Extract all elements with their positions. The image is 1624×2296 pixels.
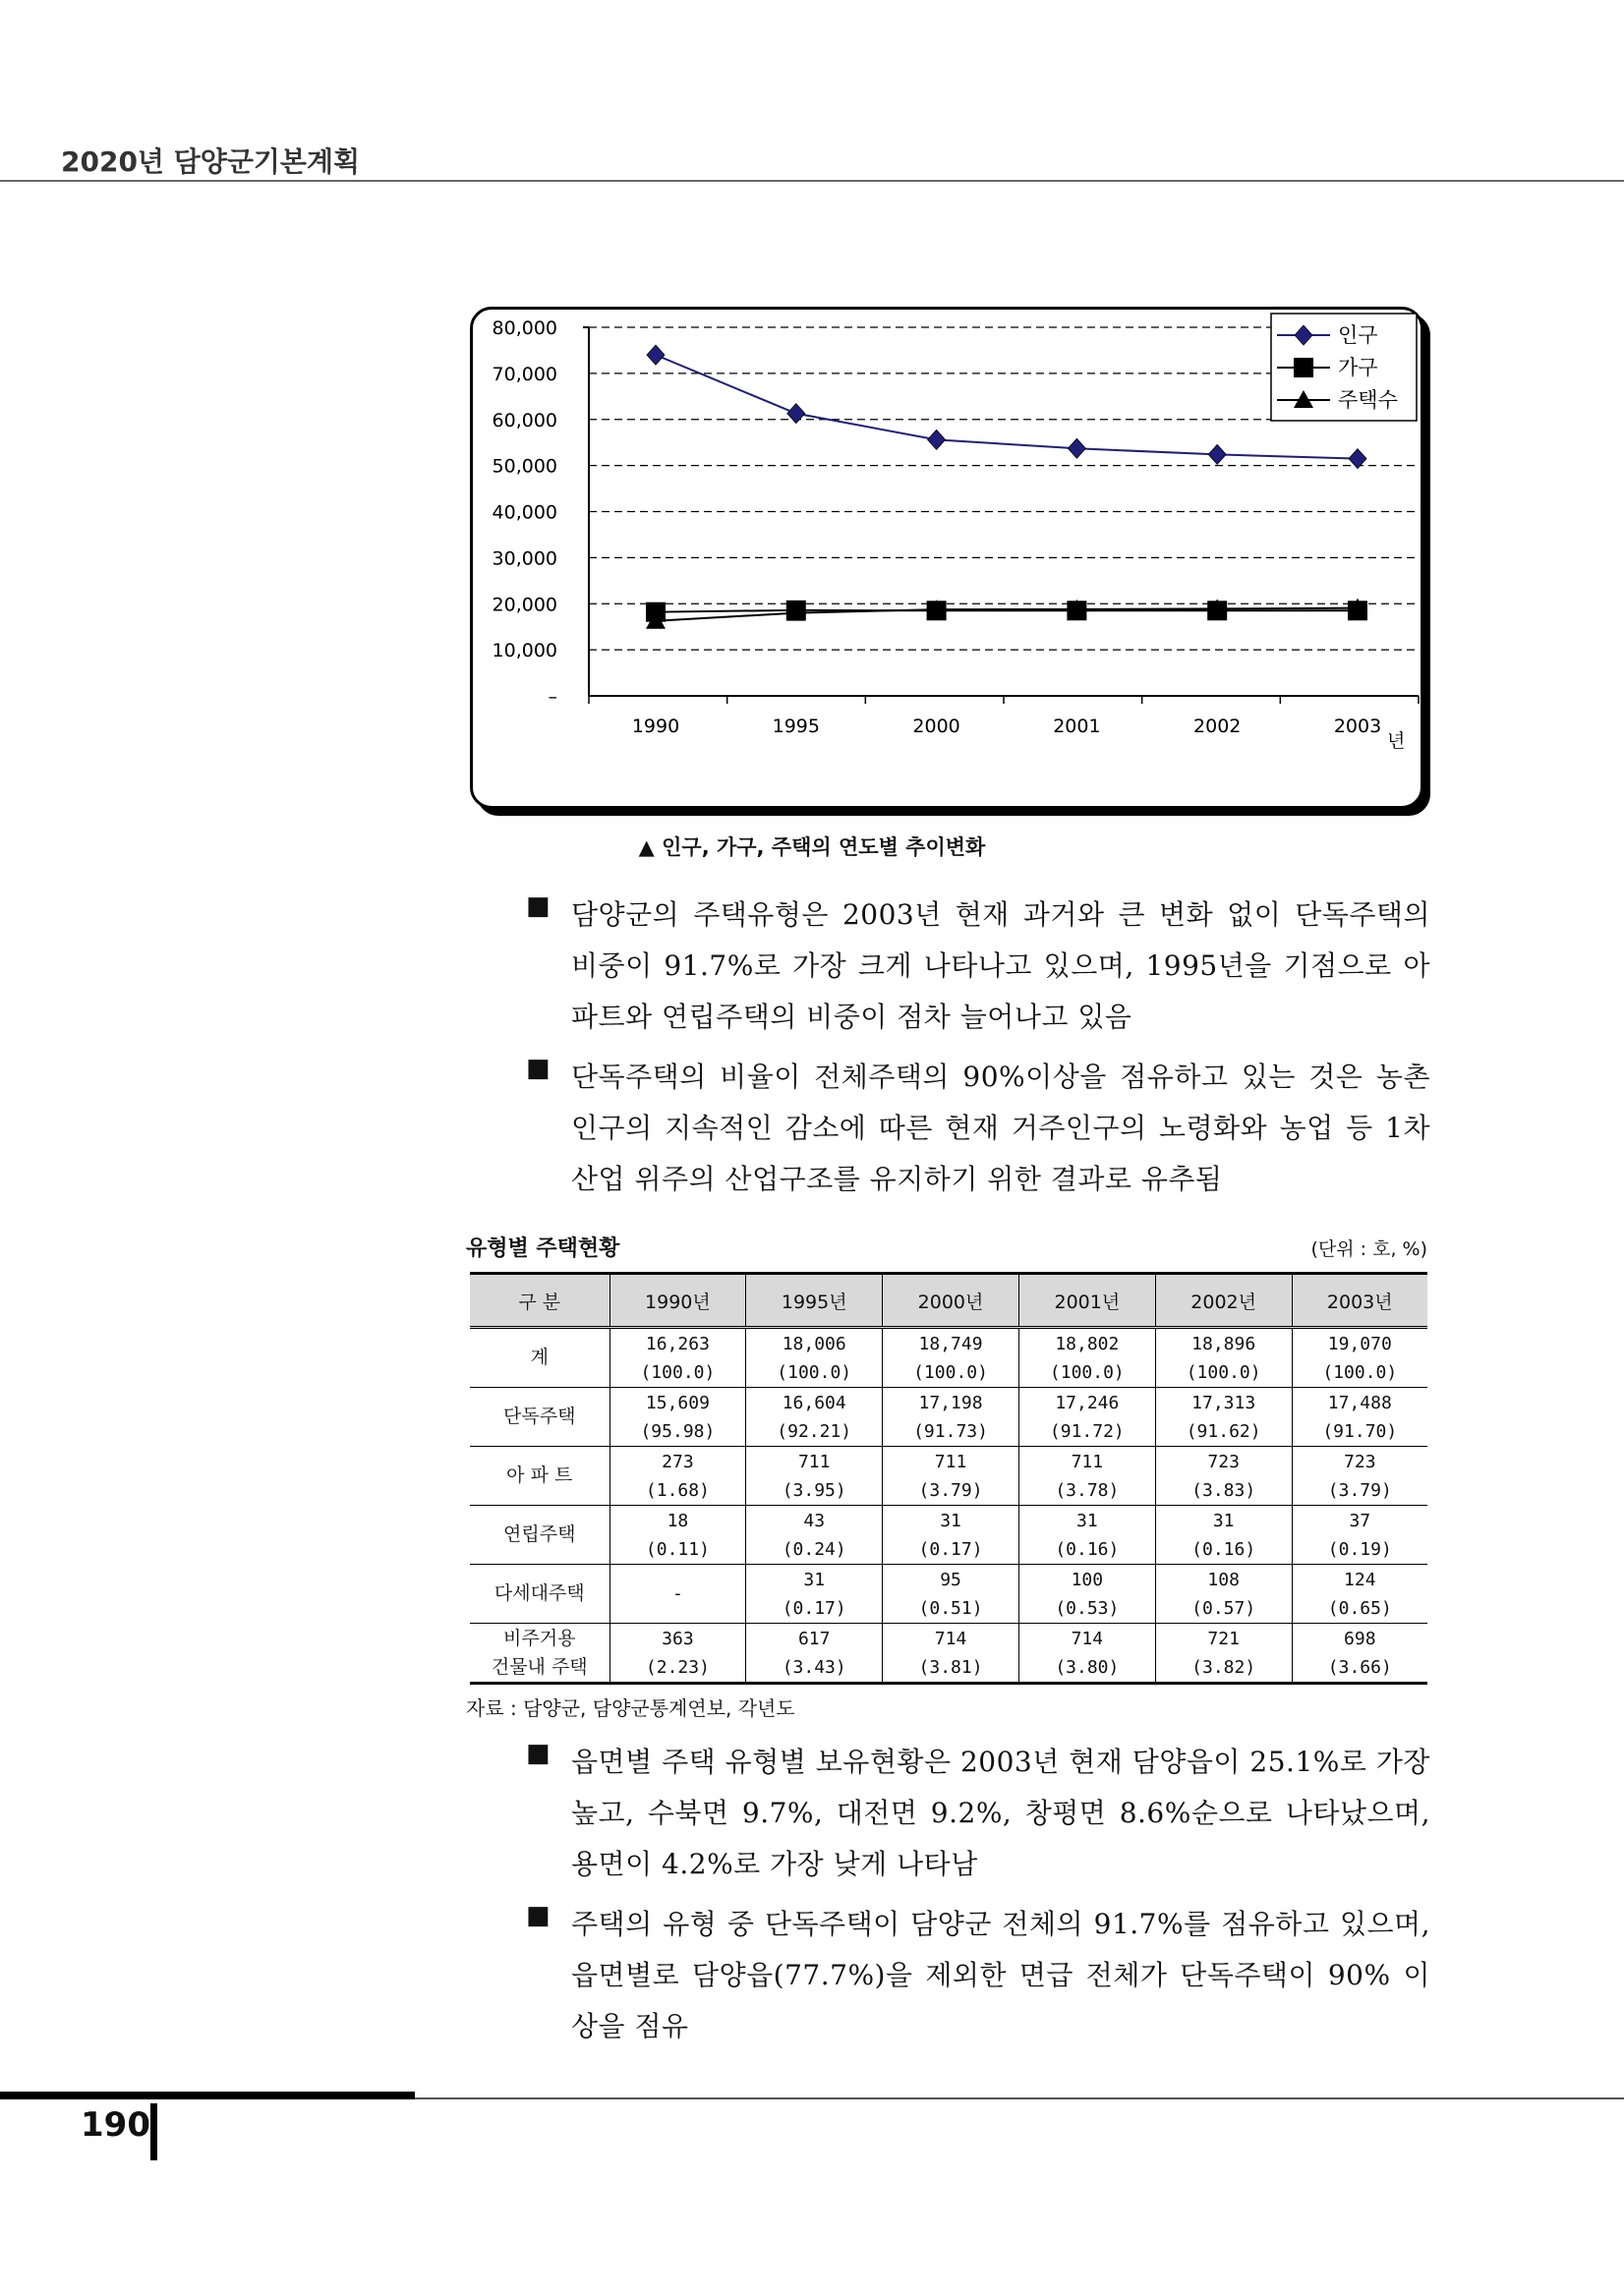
table-cell [609, 1506, 746, 1565]
cell-percent: (0.17) [918, 1538, 983, 1560]
cell-percent: (3.95) [782, 1479, 846, 1501]
table-cell [1018, 1565, 1155, 1624]
chart-frame [470, 307, 1423, 809]
paragraph-3 [526, 1737, 1430, 1890]
cell-count: 17,198 [918, 1392, 983, 1413]
cell-percent: (3.79) [918, 1479, 983, 1501]
table-cell [746, 1388, 883, 1447]
cell-count: 711 [934, 1451, 967, 1472]
y-tick-label: 30,000 [492, 547, 557, 570]
cell-percent: (100.0) [777, 1361, 852, 1383]
cell-count: 31 [1212, 1510, 1235, 1531]
table-cell [1155, 1447, 1292, 1506]
cell-percent: (3.79) [1327, 1479, 1392, 1501]
bullet-square-icon: ■ [526, 1054, 551, 1083]
cell-percent: (91.70) [1322, 1420, 1398, 1442]
data-point-square [646, 603, 666, 622]
cell-percent: (91.73) [913, 1420, 988, 1442]
x-axis-unit-label: 년 [1387, 730, 1406, 752]
cell-percent: (100.0) [913, 1361, 988, 1383]
table-header-row [470, 1274, 1427, 1328]
table-cell [1292, 1624, 1427, 1684]
table-title: 유형별 주택현황 [466, 1236, 620, 1261]
data-point-square [1067, 601, 1086, 620]
x-tick-label: 2003 [1333, 716, 1382, 737]
cell-percent: (3.81) [918, 1656, 983, 1678]
x-tick-label: 2000 [912, 716, 960, 737]
bullet-square-icon: ■ [526, 891, 551, 921]
x-tick-label: 2002 [1193, 716, 1242, 737]
row-label: 아 파 트 [470, 1447, 609, 1506]
table-row [470, 1328, 1427, 1388]
table-cell [1018, 1447, 1155, 1506]
table-cell [883, 1388, 1019, 1447]
cell-percent: (2.23) [645, 1656, 710, 1678]
y-tick-label: 70,000 [492, 363, 557, 385]
cell-percent: (92.21) [777, 1420, 852, 1442]
y-tick-label: 20,000 [492, 594, 557, 616]
table-cell [1292, 1506, 1427, 1565]
cell-percent: (0.53) [1055, 1597, 1120, 1619]
y-tick-label: 60,000 [492, 409, 557, 431]
table-cell [883, 1506, 1019, 1565]
paragraph-4 [526, 1899, 1430, 2052]
cell-percent: (0.16) [1055, 1538, 1120, 1560]
x-tick-label: 2001 [1053, 716, 1101, 737]
table-cell [1155, 1328, 1292, 1388]
cell-count: 31 [1076, 1510, 1098, 1531]
table-cell [883, 1565, 1019, 1624]
cell-count: 711 [797, 1451, 831, 1472]
data-point-diamond [1068, 438, 1085, 458]
table-cell [609, 1447, 746, 1506]
cell-percent: (100.0) [1322, 1361, 1398, 1383]
table-cell [746, 1506, 883, 1565]
table-cell [1018, 1388, 1155, 1447]
cell-count: 711 [1071, 1451, 1104, 1472]
table-row [470, 1506, 1427, 1565]
paragraph-text: 단독주택의 비율이 전체주택의 90%이상을 점유하고 있는 것은 농촌 인구의 지속적인 감소에 따른 현재 거주인구의 노령화와 농업 등 1차산업 위주의 산업구조를 유지하기 위한 결과로 유추됨 [571, 1061, 1430, 1195]
cell-count: 363 [662, 1628, 694, 1649]
table-cell [1018, 1624, 1155, 1684]
legend-marker-square [1294, 358, 1313, 377]
cell-count: 31 [940, 1510, 961, 1531]
data-point-square [1207, 601, 1227, 620]
table-cell [746, 1624, 883, 1684]
cell-count: - [671, 1583, 683, 1604]
paragraph-text: 담양군의 주택유형은 2003년 현재 과거와 큰 변화 없이 단독주택의 비중이 91.7%로 가장 크게 나타나고 있으며, 1995년을 기점으로 아파트와 연립주택의 비중이 점차 늘어나고 있음 [571, 898, 1430, 1033]
data-point-diamond [1349, 449, 1366, 469]
paragraph-1 [526, 890, 1430, 1043]
cell-percent: (3.80) [1055, 1656, 1120, 1678]
cell-percent: (0.19) [1327, 1538, 1392, 1560]
cell-percent: (95.98) [640, 1420, 716, 1442]
table-row [470, 1624, 1427, 1684]
table-cell [609, 1565, 746, 1624]
cell-count: 17,488 [1327, 1392, 1392, 1413]
cell-count: 698 [1344, 1628, 1376, 1649]
cell-count: 723 [1207, 1451, 1240, 1472]
row-label: 다세대주택 [470, 1565, 609, 1624]
table-cell [1155, 1624, 1292, 1684]
column-header: 2000년 [883, 1274, 1019, 1328]
page-number: 190 [81, 2105, 150, 2145]
cell-percent: (100.0) [1049, 1361, 1125, 1383]
table-cell [1018, 1506, 1155, 1565]
cell-count: 18,896 [1191, 1333, 1256, 1354]
table-cell [1155, 1506, 1292, 1565]
table-cell [1155, 1565, 1292, 1624]
cell-percent: (91.62) [1186, 1420, 1261, 1442]
table-cell [1292, 1388, 1427, 1447]
cell-percent: (100.0) [640, 1361, 716, 1383]
column-header: 1990년 [609, 1274, 746, 1328]
cell-percent: (100.0) [1186, 1361, 1261, 1383]
cell-count: 37 [1349, 1510, 1371, 1531]
series-line-0 [656, 355, 1358, 458]
row-label: 계 [470, 1328, 609, 1388]
table-cell [609, 1624, 746, 1684]
bullet-square-icon: ■ [526, 1901, 551, 1930]
row-label: 비주거용 건물내 주택 [470, 1624, 609, 1684]
column-header: 2002년 [1155, 1274, 1292, 1328]
y-tick-label: 40,000 [492, 501, 557, 524]
y-tick-label: 10,000 [492, 640, 557, 662]
y-tick-label: 50,000 [492, 455, 557, 478]
cell-count: 18,802 [1055, 1333, 1120, 1354]
table-cell [883, 1624, 1019, 1684]
table-cell [1018, 1328, 1155, 1388]
cell-count: 723 [1344, 1451, 1376, 1472]
page-number-bar [150, 2103, 157, 2160]
cell-percent: (0.11) [645, 1538, 710, 1560]
table-unit: (단위 : 호, %) [1310, 1238, 1427, 1260]
data-point-diamond [1208, 444, 1226, 464]
line-chart [473, 310, 1421, 806]
column-header: 2003년 [1292, 1274, 1427, 1328]
column-header: 2001년 [1018, 1274, 1155, 1328]
data-point-square [1348, 601, 1367, 620]
table-cell [1292, 1328, 1427, 1388]
cell-count: 124 [1344, 1569, 1376, 1590]
table-cell [1292, 1447, 1427, 1506]
cell-count: 19,070 [1327, 1333, 1392, 1354]
paragraph-2 [526, 1052, 1430, 1205]
cell-percent: (0.57) [1191, 1597, 1256, 1619]
cell-percent: (0.17) [782, 1597, 846, 1619]
data-point-square [927, 601, 947, 620]
cell-count: 714 [934, 1628, 967, 1649]
cell-count: 617 [797, 1628, 831, 1649]
y-tick-label: 80,000 [492, 317, 557, 339]
legend-label: 주택수 [1338, 388, 1398, 412]
table-cell [1155, 1388, 1292, 1447]
table-row [470, 1447, 1427, 1506]
cell-percent: (3.43) [782, 1656, 846, 1678]
table-cell [746, 1447, 883, 1506]
cell-percent: (3.78) [1055, 1479, 1120, 1501]
legend-label: 인구 [1338, 323, 1378, 347]
column-header: 구 분 [470, 1274, 609, 1328]
cell-count: 273 [662, 1451, 694, 1472]
cell-count: 43 [803, 1510, 826, 1531]
cell-count: 17,313 [1191, 1392, 1256, 1413]
cell-count: 95 [940, 1569, 961, 1590]
table-cell [1292, 1565, 1427, 1624]
table-source-note: 자료 : 담양군, 담양군통계연보, 각년도 [466, 1696, 795, 1720]
paragraph-text: 읍면별 주택 유형별 보유현황은 2003년 현재 담양읍이 25.1%로 가장 높고, 수북면 9.7%, 대전면 9.2%, 창평면 8.6%순으로 나타났으며, 용면이 4.2%로 가장 낮게 나타남 [571, 1746, 1430, 1880]
housing-type-table [470, 1272, 1427, 1685]
data-point-diamond [928, 430, 946, 449]
cell-percent: (91.72) [1049, 1420, 1125, 1442]
cell-percent: (0.51) [918, 1597, 983, 1619]
cell-count: 18 [667, 1510, 689, 1531]
paragraph-text: 주택의 유형 중 단독주택이 담양군 전체의 91.7%를 점유하고 있으며, 읍면별로 담양읍(77.7%)을 제외한 면급 전체가 단독주택이 90% 이상을 점유 [571, 1908, 1430, 2042]
cell-percent: (0.24) [782, 1538, 846, 1560]
cell-count: 31 [803, 1569, 826, 1590]
table-row [470, 1388, 1427, 1447]
table-row [470, 1565, 1427, 1624]
cell-percent: (3.82) [1191, 1656, 1256, 1678]
table-cell [883, 1328, 1019, 1388]
bullet-square-icon: ■ [526, 1739, 551, 1768]
cell-count: 16,604 [782, 1392, 846, 1413]
running-header-title: 2020년 담양군기본계획 [61, 145, 361, 178]
chart-caption: ▲ 인구, 가구, 주택의 연도별 추이변화 [638, 835, 986, 859]
cell-count: 16,263 [645, 1333, 710, 1354]
cell-percent: (0.65) [1327, 1597, 1392, 1619]
cell-count: 15,609 [645, 1392, 710, 1413]
cell-count: 714 [1071, 1628, 1104, 1649]
cell-count: 100 [1071, 1569, 1104, 1590]
header-rule [0, 180, 1624, 182]
row-label: 단독주택 [470, 1388, 609, 1447]
footer-rule [415, 2097, 1624, 2099]
x-tick-label: 1990 [631, 716, 680, 737]
footer-bar [0, 2092, 415, 2099]
series-line-1 [656, 610, 1358, 612]
table-cell [883, 1447, 1019, 1506]
cell-percent: (3.83) [1191, 1479, 1256, 1501]
row-label: 연립주택 [470, 1506, 609, 1565]
table-cell [609, 1328, 746, 1388]
cell-count: 721 [1207, 1628, 1240, 1649]
cell-percent: (1.68) [645, 1479, 710, 1501]
data-point-diamond [647, 345, 665, 365]
table-cell [746, 1565, 883, 1624]
data-point-diamond [787, 404, 805, 424]
y-tick-label: – [548, 686, 557, 708]
cell-count: 108 [1207, 1569, 1240, 1590]
cell-count: 17,246 [1055, 1392, 1120, 1413]
table-cell [609, 1388, 746, 1447]
cell-count: 18,006 [782, 1333, 846, 1354]
column-header: 1995년 [746, 1274, 883, 1328]
cell-percent: (3.66) [1327, 1656, 1392, 1678]
table-cell [746, 1328, 883, 1388]
data-point-square [786, 601, 806, 620]
legend-label: 가구 [1338, 356, 1378, 379]
cell-percent: (0.16) [1191, 1538, 1256, 1560]
cell-count: 18,749 [918, 1333, 983, 1354]
x-tick-label: 1995 [772, 716, 820, 737]
